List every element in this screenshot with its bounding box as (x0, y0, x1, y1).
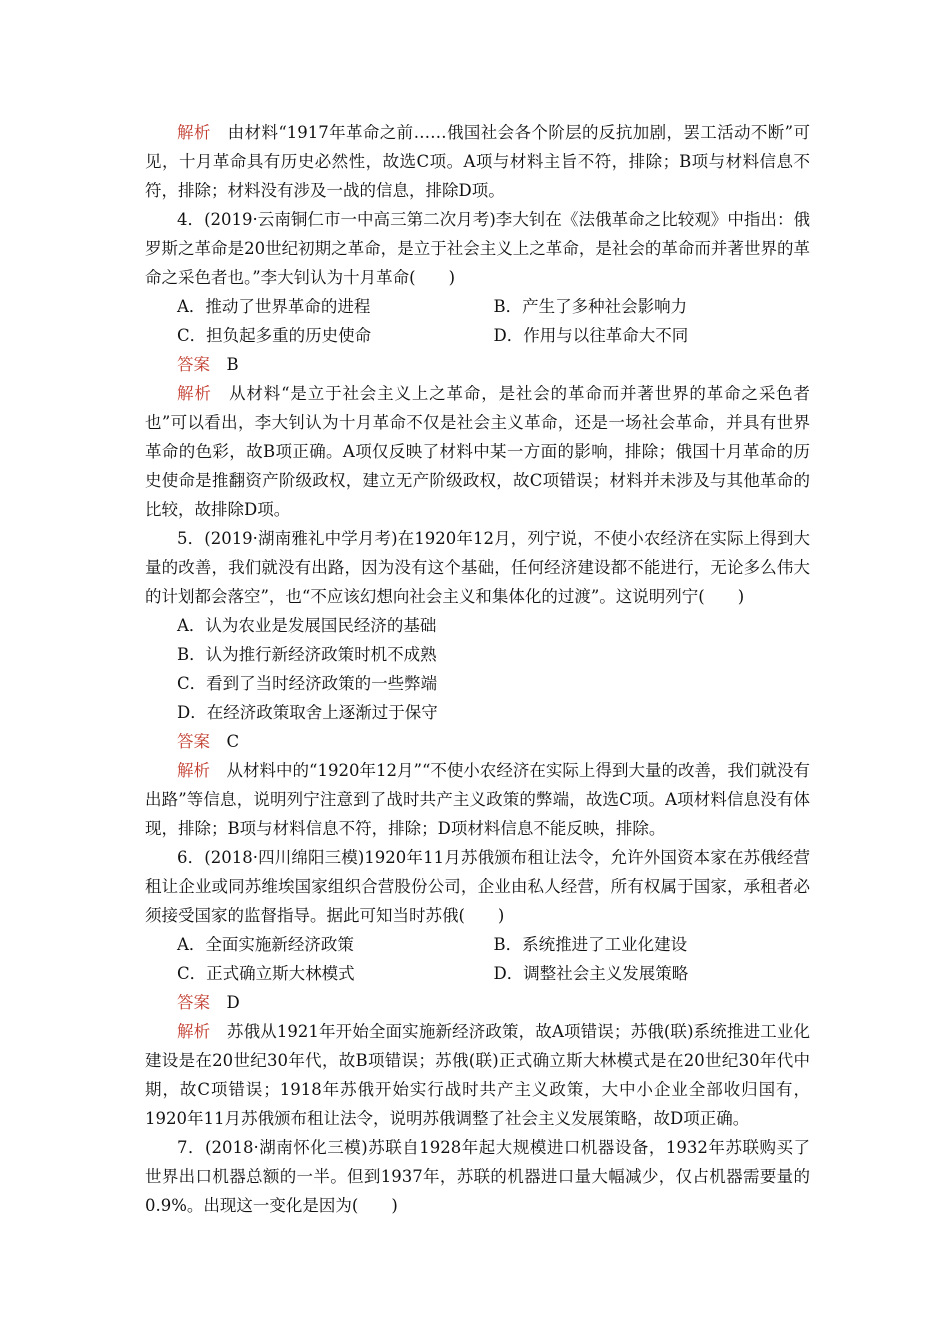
analysis-label: 解析 (177, 384, 212, 403)
answer-label: 答案 (177, 355, 210, 374)
q7-stem: 7．(2018·湖南怀化三模)苏联自1928年起大规模进口机器设备，1932年苏联购买了世界出口机器总额的一半。但到1937年，苏联的机器进口量大幅减少，仅占机器需要量的0.9%。出现这一变化是因为( ) (145, 1138, 810, 1215)
q4-option-b: B．产生了多种社会影响力 (493, 297, 688, 316)
q5-option-a: A．认为农业是发展国民经济的基础 (177, 616, 437, 635)
q6-option-b: B．系统推进了工业化建设 (493, 935, 688, 954)
answer-label: 答案 (177, 732, 210, 751)
q5-option-d: D．在经济政策取舍上逐渐过于保守 (177, 703, 438, 722)
answer-value: D (226, 993, 240, 1012)
q5-option-b: B．认为推行新经济政策时机不成熟 (177, 645, 437, 664)
q6-stem: 6．(2018·四川绵阳三模)1920年11月苏俄颁布租让法令，允许外国资本家在苏俄经营租让企业或同苏维埃国家组织合营股份公司，企业由私人经营，所有权属于国家，承租者必须接受国家的监督指导。据此可知当时苏俄( ) (145, 848, 810, 925)
analysis-text: 由材料“1917年革命之前……俄国社会各个阶层的反抗加剧，罢工活动不断”可见，十月革命具有历史必然性，故选C项。A项与材料主旨不符，排除；B项与材料信息不符，排除；材料没有涉及一战的信息，排除D项。 (145, 123, 811, 200)
answer-value: B (226, 355, 239, 374)
document-page (145, 118, 810, 1220)
q5-analysis (145, 756, 810, 843)
q4-option-a: A．推动了世界革命的进程 (177, 297, 371, 316)
q5-stem: 5．(2019·湖南雅礼中学月考)在1920年12月，列宁说，不使小农经济在实际上得到大量的改善，我们就没有出路，因为没有这个基础，任何经济建设都不能进行，无论多么伟大的计划都会落空”，也“不应该幻想向社会主义和集体化的过渡”。这说明列宁( ) (145, 529, 810, 606)
q6-option-c: C．正式确立斯大林模式 (177, 964, 355, 983)
analysis-label: 解析 (177, 123, 211, 142)
q5-answer (145, 727, 810, 756)
q5-option-c: C．看到了当时经济政策的一些弊端 (177, 674, 438, 693)
q6-options-row-2 (145, 959, 810, 988)
q4-stem: 4．(2019·云南铜仁市一中高三第二次月考)李大钊在《法俄革命之比较观》中指出：俄罗斯之革命是20世纪初期之革命，是立于社会主义上之革命，是社会的革命而并著世界的革命之采色者也。”李大钊认为十月革命( ) (145, 210, 810, 287)
q3-analysis (145, 118, 810, 205)
analysis-label: 解析 (177, 761, 211, 780)
analysis-text: 苏俄从1921年开始全面实施新经济政策，故A项错误；苏俄(联)系统推进工业化建设是在20世纪30年代，故B项错误；苏俄(联)正式确立斯大林模式是在20世纪30年代中期，故C项错误；1918年苏俄开始实行战时共产主义政策，大中小企业全部收归国有，1920年11月苏俄颁布租让法令，说明苏俄调整了社会主义发展策略，故D项正确。 (145, 1022, 810, 1128)
analysis-text: 从材料“是立于社会主义上之革命，是社会的革命而并著世界的革命之采色者也”可以看出，李大钊认为十月革命不仅是社会主义革命，还是一场社会革命，并具有世界革命的色彩，故B项正确。A项仅反映了材料中某一方面的影响，排除；俄国十月革命的历史使命是推翻资产阶级政权，建立无产阶级政权，故C项错误；材料并未涉及与其他革命的比较，故排除D项。 (145, 384, 811, 519)
q6-analysis (145, 1017, 810, 1133)
q4-analysis (145, 379, 810, 524)
answer-value: C (226, 732, 240, 751)
q4-option-c: C．担负起多重的历史使命 (177, 326, 372, 345)
analysis-label: 解析 (177, 1022, 211, 1041)
q6-option-d: D．调整社会主义发展策略 (493, 964, 689, 983)
answer-label: 答案 (177, 993, 210, 1012)
analysis-text: 从材料中的“1920年12月”“不使小农经济在实际上得到大量的改善，我们就没有出路”等信息，说明列宁注意到了战时共产主义政策的弊端，故选C项。A项材料信息没有体现，排除；B项与材料信息不符，排除；D项材料信息不能反映，排除。 (145, 761, 811, 838)
q4-options-row-1 (145, 292, 810, 321)
q6-options-row-1 (145, 930, 810, 959)
q4-option-d: D．作用与以往革命大不同 (493, 326, 689, 345)
q6-answer (145, 988, 810, 1017)
q4-options-row-2 (145, 321, 810, 350)
q6-option-a: A．全面实施新经济政策 (177, 935, 354, 954)
q4-answer (145, 350, 810, 379)
